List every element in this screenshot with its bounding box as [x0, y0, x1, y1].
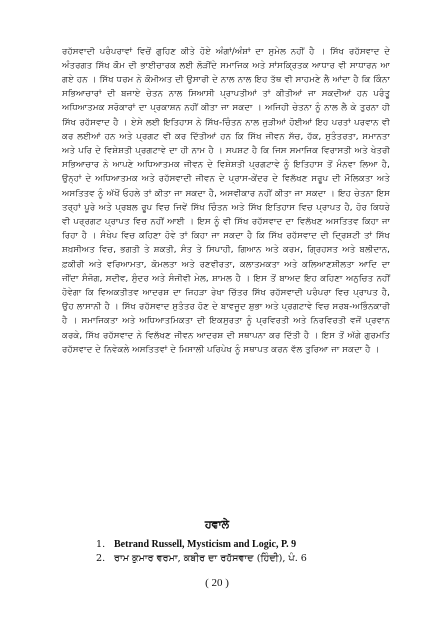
reference-number: 1. — [96, 539, 106, 550]
page-number: ( 20 ) — [205, 577, 229, 589]
body-paragraph: ਰਹੱਸਵਾਦੀ ਪਰੰਪਰਾਵਾਂ ਵਿਚੋਂ ਗੁਹਿਣ ਕੀਤੇ ਹੋਏ ਅੰਗਾਂ/ਅੰਸ਼ਾਂ ਦਾ ਸੁਮੇਲ ਨਹੀਂ ਹੈ । ਸਿੱਖ ਰਹੱਸਵਾਦ ਦੇ ਅੰਤਰਗਤ ਸਿੱਖ ਕੌਮ ਦੀ ਭਾਈਚਾਰਕ ਲਈ ਲੋੜੀਂਦੇ ਸਮਾਜਿਕ ਅਤੇ ਸਾਂਸਕ੍ਰਿਤਕ ਆਧਾਰ ਵੀ ਸਾਧਾਰਨ ਆ ਗਏ ਹਨ । ਸਿੱਖ ਧਰਮ ਨੇ ਕੌਮੀਅਤ ਦੀ ਉਸਾਰੀ ਦੇ ਨਾਲ ਨਾਲ ਇਹ ਤੱਥ ਵੀ ਸਾਹਮਣੇ ਲੈ ਆਂਦਾ ਹੈ ਕਿ ਕਿੰਨਾ ਸਭਿਆਚਾਰਾਂ ਦੀ ਬਜਾਏ ਚੇਤਨ ਨਾਲ ਸਿਆਸੀ ਪ੍ਰਾਪਤੀਆਂ ਤਾਂ ਕੀਤੀਆਂ ਜਾ ਸਕਦੀਆਂ ਹਨ ਪਰੰਤੂ ਅਧਿਆਤਮਕ ਸਰੋਕਾਰਾਂ ਦਾ ਪ੍ਰਕਾਸ਼ਨ ਨਹੀਂ ਕੀਤਾ ਜਾ ਸਕਦਾ । ਅਜਿਹੀ ਚੇਤਨਾ ਨੂੰ ਨਾਲ ਲੈ ਕੇ ਤੁਰਨਾ ਹੀ ਸਿੱਖ ਰਹੱਸਵਾਦ ਹੈ । ਏਸੇ ਲਈ ਇਤਿਹਾਸ ਨੇ ਸਿੱਖ-ਚਿੰਤਨ ਨਾਲ ਜੁੜੀਆਂ ਹੋਈਆਂ ਇਹ ਪਰਤਾਂ ਪਰਵਾਨ ਵੀ ਕਰ ਲਈਆਂ ਹਨ ਅਤੇ ਪ੍ਰਗਟ ਵੀ ਕਰ ਦਿੱਤੀਆਂ ਹਨ ਕਿ ਸਿੱਖ ਜੀਵਨ ਸੱਚ, ਹੱਕ, ਸੁਤੰਤਰਤਾ, ਸਮਾਨਤਾ ਅਤੇ ਪਰਿ ਦੇ ਵਿਸ਼ੇਸ਼ਤੀ ਪ੍ਰਗਟਾਵੇ ਦਾ ਹੀ ਨਾਮ ਹੈ । ਸਪਸ਼ਟ ਹੈ ਕਿ ਜਿਸ ਸਮਾਜਿਕ ਵਿਰਾਸਤੀ ਅਤੇ ਖੇਤਰੀ ਸਭਿਆਚਾਰ ਨੇ ਆਪਣੇ ਅਧਿਆਤਮਕ ਜੀਵਨ ਦੇ ਵਿਸ਼ੇਸ਼ਤੀ ਪ੍ਰਗਟਾਵੇ ਨੂੰ ਇਤਿਹਾਸ ਤੋਂ ਮੰਨਵਾ ਲਿਆ ਹੈ, ਉਨ੍ਹਾਂ ਦੇ ਅਧਿਆਤਮਕ ਅਤੇ ਰਹੱਸਵਾਦੀ ਜੀਵਨ ਦੇ ਪ੍ਰਾਸ-ਕੇਂਦਰ ਦੇ ਵਿਲੱਖਣ ਸਰੂਪ ਦੀ ਮੌਲਿਕਤਾ ਅਤੇ ਅਸਤਿਤਵ ਨੂੰ ਅੱਖੋਂ ਓਹਲੇ ਤਾਂ ਕੀਤਾ ਜਾ ਸਕਦਾ ਹੈ, ਅਸਵੀਕਾਰ ਨਹੀਂ ਕੀਤਾ ਜਾ ਸਕਦਾ । ਇਹ ਚੇਤਨਾ ਇਸ ਤਰ੍ਹਾਂ ਪੂਰੇ ਅਤੇ ਪ੍ਰਬਲ ਰੂਪ ਵਿਚ ਜਿਵੇਂ ਸਿੱਖ ਚਿੰਤਨ ਅਤੇ ਸਿੱਖ ਇਤਿਹਾਸ ਵਿਚ ਪ੍ਰਾਪਤ ਹੈ, ਹੋਰ ਕਿਧਰੇ ਵੀ ਪਰ੍ਰਗਟ ਪ੍ਰਾਪਤ ਵਿਚ ਨਹੀਂ ਆਈ । ਇਸ ਨੂੰ ਵੀ ਸਿੱਖ ਰਹੱਸਵਾਦ ਦਾ ਵਿਲੱਖਣ ਅਸਤਿਤਵ ਕਿਹਾ ਜਾ ਰਿਹਾ ਹੈ । ਸੰਖੇਪ ਵਿਚ ਕਹਿਣਾ ਹੋਵੇ ਤਾਂ ਕਿਹਾ ਜਾ ਸਕਦਾ ਹੈ ਕਿ ਸਿੱਖ ਰਹੱਸਵਾਦ ਦੀ ਦ੍ਰਿਸ਼ਟੀ ਤਾਂ ਸਿੱਖ ਸ਼ਖ਼ਸੀਅਤ ਵਿਚ, ਭਗਤੀ ਤੇ ਸ਼ਕਤੀ, ਸੰਤ ਤੇ ਸਿਪਾਹੀ, ਗਿਆਨ ਅਤੇ ਕਰਮ, ਗ੍ਰਿਹਸਤ ਅਤੇ ਬਲੀਦਾਨ, ਫ਼ਕੀਰੀ ਅਤੇ ਵਰਿਆਮਤਾ, ਕੋਮਲਤਾ ਅਤੇ ਰਣਵੀਰਤਾ, ਕਲਾਤਮਕਤਾ ਅਤੇ ਕਲਿਆਣਸ਼ੀਲਤਾ ਆਦਿ ਦਾ ਜੀਂਦਾ ਸੰਜੋਗ, ਸਦੀਵ, ਸੁੰਦਰ ਅਤੇ ਸੰਜੀਵੀ ਮੇਲ, ਸ਼ਾਮਲ ਹੈ । ਇਸ ਤੋਂ ਬਾਅਦ ਇਹ ਕਹਿਣਾ ਅਨੁਚਿਤ ਨਹੀਂ ਹੋਵੇਗਾ ਕਿ ਵਿਅਕਤੀਤਵ ਆਦਰਸ਼ ਦਾ ਜਿਹੜਾ ਰੇਖਾ ਚਿੱਤਰ ਸਿੱਖ ਰਹੱਸਵਾਦੀ ਪਰੰਪਰਾ ਵਿਚ ਪ੍ਰਾਪਤ ਹੈ, ਉਹ ਲਾਸਾਨੀ ਹੈ । ਸਿੱਖ ਰਹੱਸਵਾਦ ਸੁਤੰਤਰ ਹੋਣ ਦੇ ਬਾਵਜੂਦ ਸ਼ੁਭਾ ਅਤੇ ਪ੍ਰਗਟਾਵੇ ਵਿਚ ਸਰਬ-ਅਭਿੰਨਕਾਰੀ ਹੈ । ਸਮਾਜਿਕਤਾ ਅਤੇ ਅਧਿਆਤਮਿਕਤਾ ਦੀ ਇਕਸੁਰਤਾ ਨੂੰ ਪ੍ਰਵਿਰਤੀ ਅਤੇ ਨਿਰਵਿਰਤੀ ਵਜੋਂ ਪ੍ਰਵਾਨ ਕਰਕੇ, ਸਿੱਖ ਰਹੱਸਵਾਦ ਨੇ ਵਿਲੱਖਣ ਜੀਵਨ ਆਦਰਸ਼ ਦੀ ਸਥਾਪਨਾ ਕਰ ਦਿੱਤੀ ਹੈ । ਇਸ ਤੋਂ ਅੱਗੇ ਗੁਰਮਤਿ ਰਹੱਸਵਾਦ ਦੇ ਨਿਵੇਕਲੇ ਅਸਤਿਤਵਾਂ ਦੇ ਮਿਸਾਲੀ ਪਰਿਪੇਖ ਨੂੰ ਸਥਾਪਤ ਕਰਨ ਵੱਲ ਤੁਰਿਆ ਜਾ ਸਕਦਾ ਹੈ । — [62, 46, 390, 355]
references-list — [96, 538, 396, 566]
reference-text: Betrand Russell, Mysticism and Logic, P. 9 — [114, 539, 297, 550]
reference-text: ਰਾਮ ਕੁਮਾਰ ਵਰਮਾ, ਕਬੀਰ ਦਾ ਰਹੱਸਵਾਦ (ਹਿੰਦੀ), ਪੰ. 6 — [114, 553, 307, 564]
reference-item — [96, 538, 396, 552]
reference-number: 2. — [96, 553, 106, 564]
reference-item — [96, 552, 396, 566]
references-heading: ਹਵਾਲੇ — [204, 518, 230, 531]
